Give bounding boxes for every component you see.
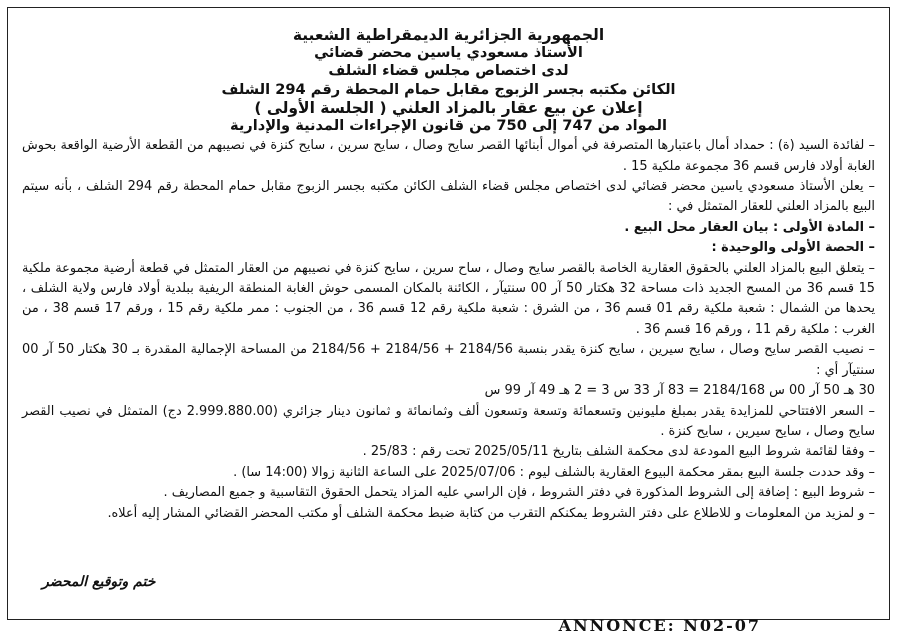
- paragraph-area-calculation: 30 هـ 50 آر 00 س 2184/168 = 83 آر 33 س 3 = 2 هـ 49 آر 99 س: [22, 381, 875, 401]
- paragraph-property-description: – يتعلق البيع بالمزاد العلني بالحقوق العقارية الخاصة بالقصر سايح وصال ، ساح سرين ، سايح كنزة في نصيبهم من العقار المتمثل في قطعة أرضية مجموعة ملكية 15 قسم 36 من المسح الجديد ذات مساحة 32 هكتار 50 آر 00 سنتيآر ، الكائنة بالمكان المسمى حوش الغابة المنطقة الريفية ببلدية أولاد فارس ولاية الشلف ، يحدها من الشمال : شعبة ملكية رقم 01 قسم 36 ، من الشرق : شعبة ملكية رقم 12 قسم 36 ، من الجنوب : ممر ملكية رقم 15 ، ورقم 17 قسم 38 ، من الغرب : ملكية رقم 11 ، ورقم 16 قسم 36 .: [22, 259, 875, 341]
- paragraph-opening-price: – السعر الافتتاحي للمزايدة يقدر بمبلغ مليونين وتسعمائة وتسعة وتسعون ألف وثمانمائة و ثمانون دينار جزائري (2.999.880.00 دج) المتمثل في نصيب القصر سايح وصال ، سايح سيرين ، سايح كنزة .: [22, 402, 875, 443]
- notice-title: إعلان عن بيع عقار بالمزاد العلني ( الجلسة الأولى ): [22, 99, 875, 117]
- office-address-heading: الكائن مكتبه بجسر الزبوج مقابل حمام المحطة رقم 294 الشلف: [22, 81, 875, 99]
- paragraph-share: – نصيب القصر سايح وصال ، سايح سيرين ، سايح كنزة يقدر بنسبة 2184/56 + 2184/56 + 2184/56 من المساحة الإجمالية المقدرة بـ 30 هكتار 50 آر 00 سنتيآر أي :: [22, 340, 875, 381]
- signature-label: ختم وتوقيع المحضر: [42, 574, 155, 590]
- bailiff-heading: الأستاذ مسعودي ياسين محضر قضائي: [22, 44, 875, 62]
- jurisdiction-heading: لدى اختصاص مجلس قضاء الشلف: [22, 62, 875, 80]
- notice-frame: [7, 7, 890, 620]
- paragraph-lot: – الحصة الأولى والوحيدة :: [22, 238, 875, 258]
- paragraph-session-date: – وقد حددت جلسة البيع بمقر محكمة البيوع العقارية بالشلف ليوم : 2025/07/06 على الساعة الثانية زوالا (14:00 سا) .: [22, 463, 875, 483]
- paragraph-more-info: – و لمزيد من المعلومات و للاطلاع على دفتر الشروط يمكنكم التقرب من كتابة ضبط محكمة الشلف أو مكتب المحضر القضائي المشار إليه أعلاه.: [22, 504, 875, 524]
- legal-basis-heading: المواد من 747 إلى 750 من قانون الإجراءات المدنية والإدارية: [22, 117, 875, 135]
- annonce-number: ANNONCE: N02-07: [559, 616, 761, 635]
- notice-header: [22, 26, 875, 135]
- paragraph-sale-conditions: – شروط البيع : إضافة إلى الشروط المذكورة في دفتر الشروط ، فإن الراسي عليه المزاد يتحمل الحقوق التقاسبية و جميع المصاريف .: [22, 483, 875, 503]
- paragraph-article-one: – المادة الأولى : بيان العقار محل البيع .: [22, 218, 875, 238]
- paragraph-beneficiary: – لفائدة السيد (ة) : حمداد أمال باعتبارها المتصرفة في أموال أبنائها القصر سايح وصال ، سايح سرين ، سايح كنزة في نصيبهم من القطعة الأرضية الواقعة بحوش الغابة أولاد فارس قسم 36 مجموعة ملكية 15 .: [22, 136, 875, 177]
- republic-heading: الجمهورية الجزائرية الديمقراطية الشعبية: [22, 26, 875, 44]
- paragraph-announcement: – يعلن الأستاذ مسعودي ياسين محضر قضائي لدى اختصاص مجلس قضاء الشلف الكائن مكتبه بجسر الزبوج مقابل حمام المحطة رقم 294 الشلف ، بأنه سيتم البيع بالمزاد العلني للعقار المتمثل في :: [22, 177, 875, 218]
- paragraph-conditions-filing: – وفقا لقائمة شروط البيع المودعة لدى محكمة الشلف بتاريخ 2025/05/11 تحت رقم : 25/83 .: [22, 442, 875, 462]
- notice-body: [22, 136, 875, 524]
